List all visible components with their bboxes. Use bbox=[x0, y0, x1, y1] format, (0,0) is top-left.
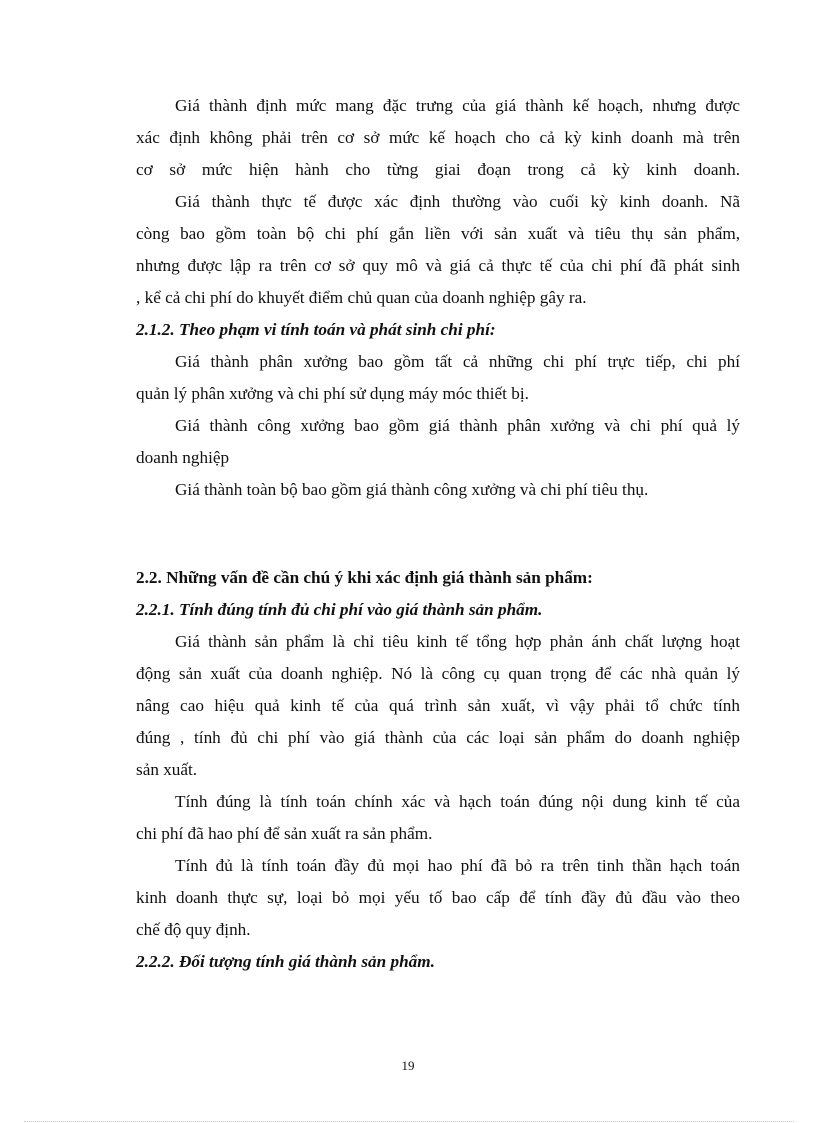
paragraph-line: chi phí đã hao phí để sản xuất ra sản phẩm. bbox=[136, 824, 433, 843]
paragraph-line: Giá thành toàn bộ bao gồm giá thành công xưởng và chi phí tiêu thụ. bbox=[175, 480, 649, 499]
section-heading-2-2-2: 2.2.2. Đối tượng tính giá thành sản phẩm. bbox=[136, 952, 435, 971]
paragraph-line: chế độ quy định. bbox=[136, 920, 251, 939]
paragraph-line: Giá thành thực tế được xác định thường vào cuối kỳ kinh doanh. Nã bbox=[175, 192, 740, 211]
paragraph-line: nhưng được lập ra trên cơ sở quy mô và giá cả thực tế của chi phí đã phát sinh bbox=[136, 256, 740, 275]
paragraph-line: đúng , tính đủ chi phí vào giá thành của các loại sản phẩm do doanh nghiệp bbox=[136, 728, 740, 747]
paragraph-line: , kể cả chi phí do khuyết điểm chủ quan của doanh nghiệp gây ra. bbox=[136, 288, 587, 307]
section-heading-2-2-1: 2.2.1. Tính đúng tính đủ chi phí vào giá thành sản phẩm. bbox=[136, 600, 543, 619]
paragraph-line: nâng cao hiệu quả kinh tế của quá trình sản xuất, vì vậy phải tổ chức tính bbox=[136, 696, 740, 715]
paragraph-line: Tính đúng là tính toán chính xác và hạch toán đúng nội dung kinh tế của bbox=[175, 792, 740, 811]
paragraph-line: xác định không phải trên cơ sở mức kế hoạch cho cả kỳ kinh doanh mà trên bbox=[136, 128, 740, 147]
paragraph-line: Giá thành phân xưởng bao gồm tất cả những chi phí trực tiếp, chi phí bbox=[175, 352, 740, 371]
paragraph-line: Giá thành định mức mang đặc trưng của giá thành kế hoạch, nhưng được bbox=[175, 96, 740, 115]
paragraph-line: Tính đủ là tính toán đầy đủ mọi hao phí đã bỏ ra trên tinh thần hạch toán bbox=[175, 856, 740, 875]
section-heading-2-1-2: 2.1.2. Theo phạm vi tính toán và phát sinh chi phí: bbox=[136, 320, 496, 339]
paragraph-line: cơ sở mức hiện hành cho từng giai đoạn trong cả kỳ kinh doanh. bbox=[136, 160, 740, 179]
paragraph-line: động sản xuất của doanh nghiệp. Nó là công cụ quan trọng để các nhà quản lý bbox=[136, 664, 740, 683]
section-heading-2-2: 2.2. Những vấn đề cần chú ý khi xác định giá thành sản phẩm: bbox=[136, 568, 593, 587]
paragraph-line: quản lý phân xưởng và chi phí sử dụng máy móc thiết bị. bbox=[136, 384, 529, 403]
paragraph-line: Giá thành sản phẩm là chỉ tiêu kinh tế tổng hợp phản ánh chất lượng hoạt bbox=[175, 632, 740, 651]
paragraph-line: kinh doanh thực sự, loại bỏ mọi yếu tố bao cấp để tính đầy đủ đầu vào theo bbox=[136, 888, 740, 907]
paragraph-line: doanh nghiệp bbox=[136, 448, 230, 467]
paragraph-line: còng bao gồm toàn bộ chi phí gắn liền với sản xuất và tiêu thụ sản phẩm, bbox=[136, 224, 740, 243]
paragraph-line: Giá thành công xưởng bao gồm giá thành phân xưởng và chi phí quả lý bbox=[175, 416, 740, 435]
paragraph-line: sản xuất. bbox=[136, 760, 198, 779]
page-number: 19 bbox=[401, 1058, 415, 1073]
page-bottom-divider bbox=[24, 1121, 794, 1122]
